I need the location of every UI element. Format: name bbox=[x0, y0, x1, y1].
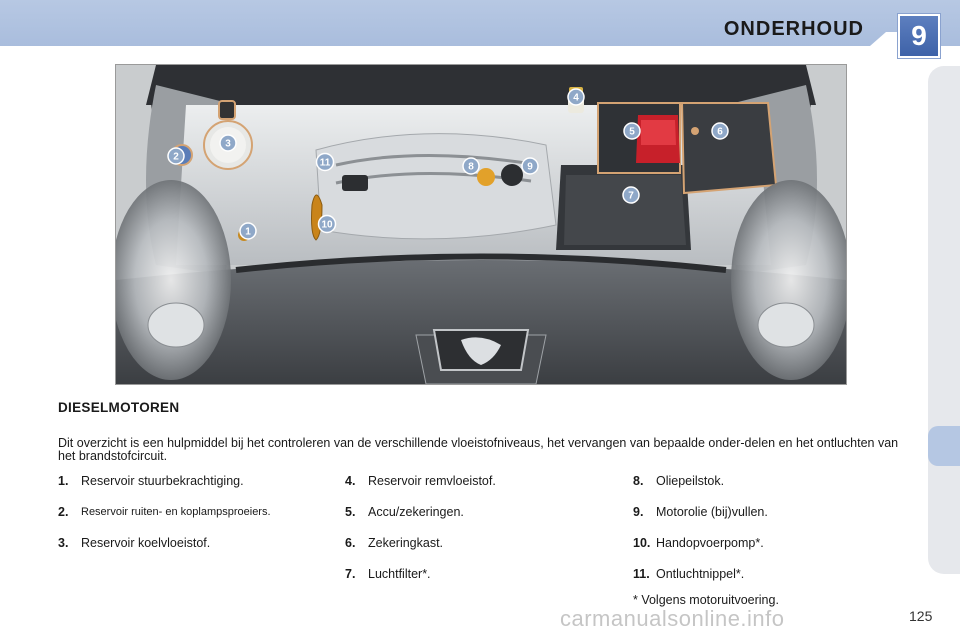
callout-3 bbox=[220, 135, 236, 151]
callout-4 bbox=[568, 89, 584, 105]
side-navigation-strip bbox=[928, 66, 960, 574]
section-heading: DIESELMOTOREN bbox=[58, 400, 180, 415]
footnote: * Volgens motoruitvoering. bbox=[633, 593, 779, 607]
callout-label: 7 bbox=[628, 190, 634, 202]
item-text: Reservoir ruiten- en koplampsproeiers. bbox=[81, 506, 271, 518]
item-number: 6. bbox=[345, 536, 356, 550]
callout-7 bbox=[623, 187, 639, 203]
callout-label: 3 bbox=[225, 138, 231, 150]
callout-label: 6 bbox=[717, 126, 723, 138]
page-number: 125 bbox=[909, 608, 933, 624]
callout-label: 5 bbox=[629, 126, 635, 138]
callout-1 bbox=[240, 223, 256, 239]
item-number: 3. bbox=[58, 536, 69, 550]
callout-2 bbox=[168, 148, 184, 164]
item-number: 11. bbox=[633, 567, 650, 581]
callout-5 bbox=[624, 123, 640, 139]
item-text: Reservoir stuurbekrachtiging. bbox=[81, 474, 244, 488]
watermark: carmanualsonline.info bbox=[560, 606, 785, 631]
callout-9 bbox=[522, 158, 538, 174]
item-text: Luchtfilter*. bbox=[368, 567, 431, 581]
item-number: 2. bbox=[58, 505, 69, 519]
callout-label: 11 bbox=[319, 157, 331, 169]
item-text: Motorolie (bij)vullen. bbox=[656, 505, 768, 519]
item-text: Handopvoerpomp*. bbox=[656, 536, 764, 550]
callout-label: 10 bbox=[321, 219, 333, 231]
item-number: 7. bbox=[345, 567, 356, 581]
callout-6 bbox=[712, 123, 728, 139]
engine-bay-photo bbox=[115, 64, 847, 385]
callout-label: 2 bbox=[173, 151, 179, 163]
item-number: 9. bbox=[633, 505, 644, 519]
section-title: ONDERHOUD bbox=[723, 18, 864, 40]
callout-label: 1 bbox=[245, 226, 251, 238]
item-text: Reservoir remvloeistof. bbox=[368, 474, 496, 488]
side-chapter-marker[interactable] bbox=[928, 426, 960, 466]
item-text: Reservoir koelvloeistof. bbox=[81, 536, 211, 550]
item-number: 10. bbox=[633, 536, 651, 550]
item-text: Zekeringkast. bbox=[368, 536, 444, 550]
item-text: Ontluchtnippel*. bbox=[656, 567, 745, 581]
item-text: Oliepeilstok. bbox=[656, 474, 725, 488]
callout-10 bbox=[319, 216, 336, 233]
intro-paragraph: Dit overzicht is een hulpmiddel bij het controleren van de verschillende vloeistofniveaus, het vervangen van bepaalde onder-delen en het ontluchten van het brandstofcircuit. bbox=[58, 436, 899, 463]
item-number: 5. bbox=[345, 505, 356, 519]
item-number: 8. bbox=[633, 474, 644, 488]
callout-8 bbox=[463, 158, 479, 174]
chapter-tab[interactable]: 9 bbox=[898, 14, 940, 58]
item-text: Accu/zekeringen. bbox=[368, 505, 464, 519]
callout-label: 4 bbox=[573, 92, 579, 104]
item-number: 4. bbox=[345, 474, 356, 488]
callout-11 bbox=[317, 154, 334, 171]
callout-label: 8 bbox=[468, 161, 474, 173]
item-number: 1. bbox=[58, 474, 69, 488]
callout-label: 9 bbox=[527, 161, 533, 173]
